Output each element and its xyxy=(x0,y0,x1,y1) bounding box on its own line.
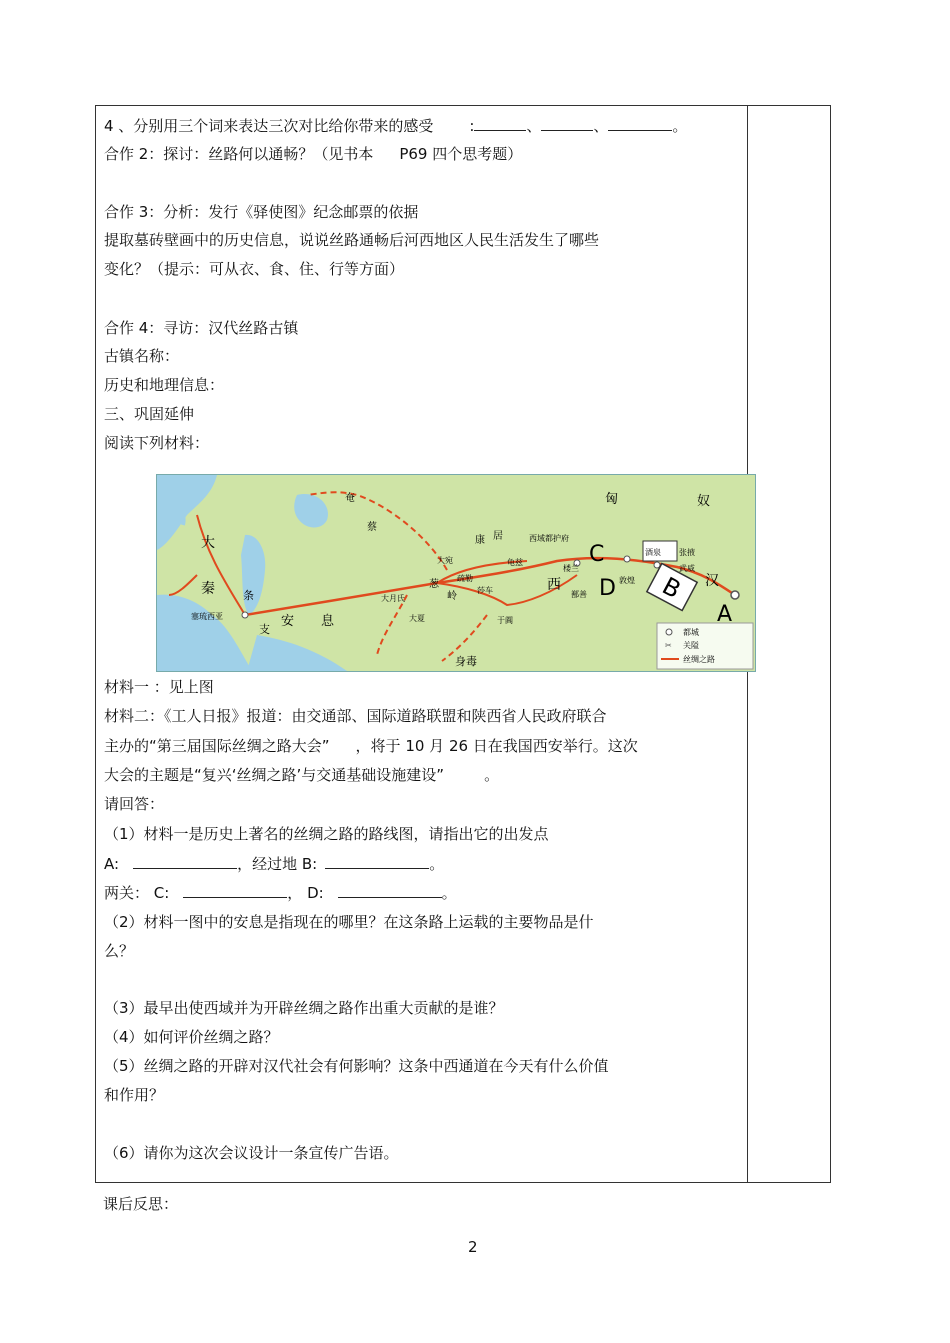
answer-blank-3[interactable] xyxy=(608,116,672,131)
answer-blank-d[interactable] xyxy=(338,883,442,898)
material-2-line-1: 材料二：《工人日报》报道：由交通部、国际道路联盟和陕西省人民政府联合 xyxy=(104,707,607,725)
label-anxi-2: 息 xyxy=(321,614,335,629)
answer-blank-1[interactable] xyxy=(474,116,526,131)
answer-blank-c[interactable] xyxy=(183,883,287,898)
label-kang: 康 xyxy=(475,535,485,546)
question-1-ab: A: ，经过地 B: 。 xyxy=(104,855,445,873)
legend-capital-icon xyxy=(666,629,672,635)
label-xiyu: 西域都护府 xyxy=(529,534,569,543)
label-yan: 奄 xyxy=(345,493,355,504)
label-xiongnu-2: 奴 xyxy=(697,494,711,509)
cooperation-3: 合作 3：分析：发行《驿使图》纪念邮票的依据 xyxy=(104,203,419,221)
cooperation-2: 合作 2：探讨：丝路何以通畅？（见书本 P69 四个思考题） xyxy=(104,145,523,163)
answer-blank-b[interactable] xyxy=(325,854,429,869)
label-shendu: 身毒 xyxy=(455,655,477,668)
label-c: C xyxy=(589,542,605,567)
city-marker xyxy=(242,612,248,618)
legend-capital: 都城 xyxy=(683,628,699,637)
cooperation-4: 合作 4：寻访：汉代丝路古镇 xyxy=(104,319,299,337)
legend-pass: 关隘 xyxy=(683,641,699,650)
label-d: D xyxy=(599,576,616,601)
worksheet-table xyxy=(95,105,831,1183)
history-geo-label: 历史和地理信息： xyxy=(104,376,225,394)
label-ju: 居 xyxy=(493,531,503,542)
label-saishi: 塞琉西亚 xyxy=(191,612,223,621)
question-5-line-2: 和作用？ xyxy=(104,1086,165,1104)
label-cai: 蔡 xyxy=(367,522,377,533)
question-6: （6）请你为这次会议设计一条宣传广告语。 xyxy=(104,1144,399,1162)
page-number: 2 xyxy=(468,1238,478,1256)
please-answer: 请回答： xyxy=(104,795,165,813)
label-loulan: 楼兰 xyxy=(563,564,579,573)
town-name-label: 古镇名称： xyxy=(104,347,180,365)
material-1: 材料一 ：见上图 xyxy=(104,678,214,696)
section-3-heading: 三、巩固延伸 xyxy=(104,405,195,423)
label-guizi: 龟兹 xyxy=(507,558,523,567)
silk-road-map xyxy=(156,474,756,672)
question-3: （3）最早出使西域并为开辟丝绸之路作出重大贡献的是谁？ xyxy=(104,999,504,1017)
question-5-line-1: （5）丝绸之路的开辟对汉代社会有何影响？这条中西通道在今天有什么价值 xyxy=(104,1057,609,1075)
label-cong: 葱 xyxy=(429,579,439,590)
label-b: B xyxy=(657,571,686,605)
label-daxia: 大夏 xyxy=(409,614,425,623)
label-xiongnu-1: 匈 xyxy=(605,492,619,507)
label-tiao: 条 xyxy=(243,589,254,602)
label-qin: 秦 xyxy=(201,581,215,597)
label-xi: 西 xyxy=(547,577,561,593)
read-material-label: 阅读下列材料： xyxy=(104,434,210,452)
label-anxi-1: 安 xyxy=(281,614,295,629)
legend-road: 丝绸之路 xyxy=(683,655,715,664)
question-2-line-1: （2）材料一图中的安息是指现在的哪里？在这条路上运载的主要物品是什 xyxy=(104,913,594,931)
label-zhi: 支 xyxy=(259,623,270,636)
question-2-line-2: 么？ xyxy=(104,942,135,960)
label-dayuan: 大宛 xyxy=(437,556,453,565)
silk-road-map-svg xyxy=(157,475,755,671)
city-marker xyxy=(624,556,630,562)
label-da: 大 xyxy=(201,535,215,551)
label-ling: 岭 xyxy=(447,591,457,602)
label-shanshan: 鄯善 xyxy=(571,590,587,599)
cooperation-3-hint: 变化？（提示：可从衣、食、住、行等方面） xyxy=(104,260,405,278)
label-jiuquan: 酒泉 xyxy=(645,548,661,557)
capital-marker xyxy=(731,591,739,599)
label-shache: 莎车 xyxy=(477,586,493,595)
question-1-cd: 两关： C: ， D: 。 xyxy=(104,884,457,902)
question-4: 4 、分别用三个词来表达三次对比给你带来的感受 : 、 、 。 xyxy=(104,117,688,135)
label-dayuezhi: 大月氏 xyxy=(381,594,405,603)
answer-blank-2[interactable] xyxy=(541,116,593,131)
after-class-reflection: 课后反思： xyxy=(103,1195,179,1213)
question-4b: （4）如何评价丝绸之路？ xyxy=(104,1028,279,1046)
material-2-line-3: 大会的主题是“复兴‘丝绸之路’与交通基础设施建设” 。 xyxy=(104,766,500,784)
label-yutian: 于阗 xyxy=(497,616,513,625)
question-1: （1）材料一是历史上著名的丝绸之路的路线图，请指出它的出发点 xyxy=(104,825,549,843)
label-shule: 疏勒 xyxy=(457,574,473,583)
answer-blank-a[interactable] xyxy=(133,854,237,869)
cooperation-3-text: 提取墓砖壁画中的历史信息，说说丝路通畅后河西地区人民生活发生了哪些 xyxy=(104,231,600,249)
material-2-line-2: 主办的“第三届国际丝绸之路大会” ，将于 10 月 26 日在我国西安举行。这次 xyxy=(104,737,638,755)
label-han: 汉 xyxy=(705,573,719,589)
label-a: A xyxy=(717,602,733,627)
legend-pass-icon: ✂ xyxy=(665,641,672,650)
label-wuwei: 武威 xyxy=(679,564,695,573)
label-zhangye: 张掖 xyxy=(679,548,695,557)
label-dunhuang: 敦煌 xyxy=(619,576,635,585)
